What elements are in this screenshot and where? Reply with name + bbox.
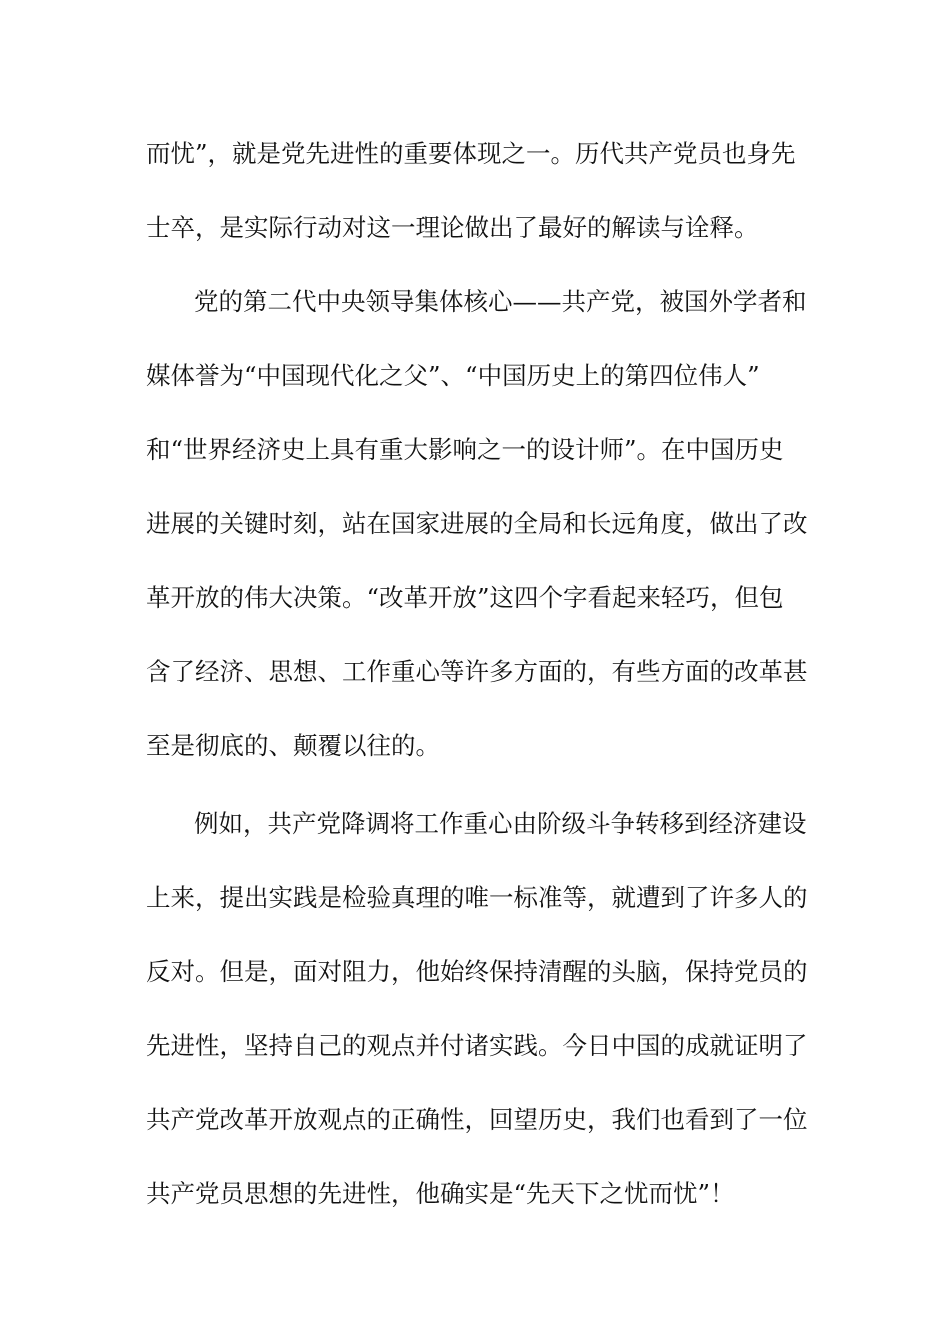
text-line: 士卒，是实际行动对这一理论做出了最好的解读与诠释。 bbox=[146, 213, 759, 242]
text-line: 媒体誉为“中国现代化之父”、“中国历史上的第四位伟人” bbox=[146, 361, 760, 390]
text-line: 共产党员思想的先进性，他确实是“先天下之忧而忧”！ bbox=[146, 1179, 735, 1208]
paragraph-start-line: 党的第二代中央领导集体核心——共产党，被国外学者和 bbox=[194, 287, 807, 316]
text-line: 含了经济、思想、工作重心等许多方面的，有些方面的改革甚 bbox=[146, 657, 808, 686]
text-line: 共产党改革开放观点的正确性，回望历史，我们也看到了一位 bbox=[146, 1105, 808, 1134]
text-line: 进展的关键时刻，站在国家进展的全局和长远角度，做出了改 bbox=[146, 509, 808, 538]
text-line: 上来，提出实践是检验真理的唯一标准等，就遭到了许多人的 bbox=[146, 883, 808, 912]
text-line: 至是彻底的、颠覆以往的。 bbox=[146, 731, 440, 760]
text-line: 和“世界经济史上具有重大影响之一的设计师”。在中国历史 bbox=[146, 435, 784, 464]
text-line: 而忧”，就是党先进性的重要体现之一。历代共产党员也身先 bbox=[146, 139, 796, 168]
text-line: 先进性，坚持自己的观点并付诸实践。今日中国的成就证明了 bbox=[146, 1031, 808, 1060]
paragraph-start-line: 例如，共产党降调将工作重心由阶级斗争转移到经济建设 bbox=[194, 809, 807, 838]
text-line: 革开放的伟大决策。“改革开放”这四个字看起来轻巧，但包 bbox=[146, 583, 784, 612]
text-line: 反对。但是，面对阻力，他始终保持清醒的头脑，保持党员的 bbox=[146, 957, 808, 986]
